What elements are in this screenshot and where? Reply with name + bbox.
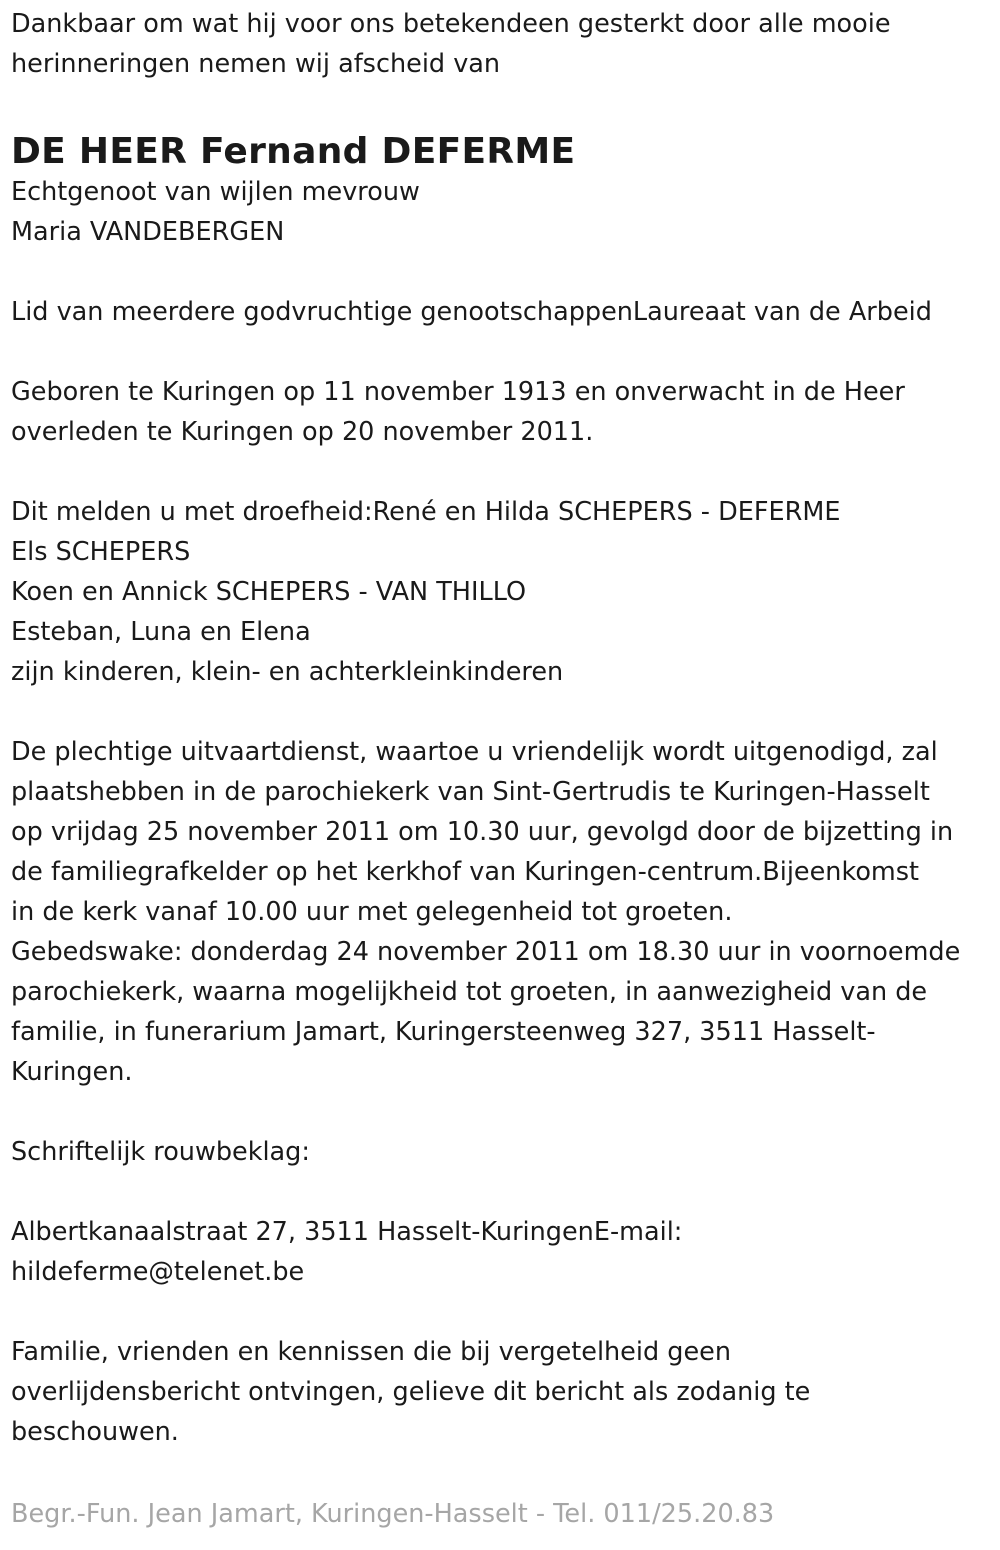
intro-line: herinneringen nemen wij afscheid van xyxy=(11,49,501,79)
closing-line: Familie, vrienden en kennissen die bij vergetelheid geen xyxy=(11,1337,731,1367)
announcers-list xyxy=(11,492,990,692)
intro-line: Dankbaar om wat hij voor ons betekendeen gesterkt door alle mooie xyxy=(11,9,891,39)
birth-death-text xyxy=(11,372,990,452)
closing-line: beschouwen. xyxy=(11,1417,179,1447)
ceremony-line: in de kerk vanaf 10.00 uur met gelegenheid tot groeten. xyxy=(11,897,733,927)
deceased-name: DE HEER Fernand DEFERME xyxy=(11,131,576,172)
announcer-line: Dit melden u met droefheid:René en Hilda SCHEPERS - DEFERME xyxy=(11,497,841,527)
spouse-name: Maria VANDEBERGEN xyxy=(11,217,285,247)
announcer-line: Els SCHEPERS xyxy=(11,537,191,567)
ceremony-line: Kuringen. xyxy=(11,1057,133,1087)
intro-text xyxy=(11,4,990,84)
ceremony-details xyxy=(11,732,990,1092)
ceremony-line: de familiegrafkelder op het kerkhof van Kuringen-centrum.Bijeenkomst xyxy=(11,857,920,887)
birth-line: Geboren te Kuringen op 11 november 1913 en onverwacht in de Heer xyxy=(11,377,905,407)
ceremony-line: parochiekerk, waarna mogelijkheid tot groeten, in aanwezigheid van de xyxy=(11,977,928,1007)
ceremony-line: plaatshebben in de parochiekerk van Sint-Gertrudis te Kuringen-Hasselt xyxy=(11,777,930,807)
announcer-line: Esteban, Luna en Elena xyxy=(11,617,311,647)
condolence-heading: Schriftelijk rouwbeklag: xyxy=(11,1137,310,1167)
condolence-address: Albertkanaalstraat 27, 3511 Hasselt-KuringenE-mail: xyxy=(11,1217,683,1247)
closing-text xyxy=(11,1332,990,1452)
closing-line: overlijdensbericht ontvingen, gelieve dit bericht als zodanig te xyxy=(11,1377,811,1407)
spouse-line: Echtgenoot van wijlen mevrouw xyxy=(11,177,420,207)
ceremony-line: De plechtige uitvaartdienst, waartoe u vriendelijk wordt uitgenodigd, zal xyxy=(11,737,938,767)
announcer-line: Koen en Annick SCHEPERS - VAN THILLO xyxy=(11,577,527,607)
ceremony-line: op vrijdag 25 november 2011 om 10.30 uur, gevolgd door de bijzetting in xyxy=(11,817,954,847)
ceremony-line: familie, in funerarium Jamart, Kuringersteenweg 327, 3511 Hasselt- xyxy=(11,1017,876,1047)
membership-text: Lid van meerdere godvruchtige genootschappenLaureaat van de Arbeid xyxy=(11,297,932,327)
funeral-home-footer: Begr.-Fun. Jean Jamart, Kuringen-Hasselt - Tel. 011/25.20.83 xyxy=(11,1499,775,1529)
announcer-line: zijn kinderen, klein- en achterkleinkinderen xyxy=(11,657,564,687)
death-line: overleden te Kuringen op 20 november 2011. xyxy=(11,417,594,447)
ceremony-line: Gebedswake: donderdag 24 november 2011 om 18.30 uur in voornoemde xyxy=(11,937,961,967)
condolence-email: hildeferme@telenet.be xyxy=(11,1257,305,1287)
